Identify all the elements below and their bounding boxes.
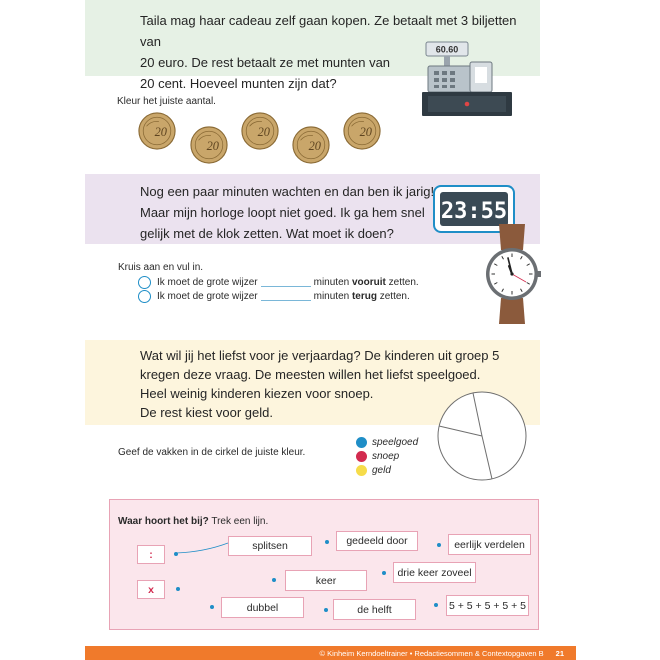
legend-item: speelgoed [356, 437, 418, 448]
connect-dot[interactable] [325, 540, 329, 544]
connect-dot[interactable] [176, 587, 180, 591]
radio-button[interactable] [138, 290, 151, 303]
term-tile-keer[interactable]: keer [285, 570, 367, 591]
symbol-divide-tile[interactable]: : [137, 545, 165, 564]
term-tile-dubbel[interactable]: dubbel [221, 597, 304, 618]
option-back[interactable]: Ik moet de grote wijzer minuten terug zetten. [138, 290, 410, 303]
digital-clock-time: 23:55 [440, 199, 508, 224]
page-number: 21 [555, 648, 564, 658]
connect-dot[interactable] [434, 603, 438, 607]
coin-20-cent-icon[interactable] [138, 112, 176, 150]
register-display: 60.60 [435, 44, 459, 55]
question-line: Maar mijn horloge loopt niet goed. Ik ga hem snel [140, 205, 425, 220]
coin-20-cent-icon[interactable] [241, 112, 279, 150]
instruction-color-circle: Geef de vakken in de cirkel de juiste kleur. [118, 447, 306, 458]
instruction-color-coins: Kleur het juiste aantal. [117, 96, 216, 107]
svg-text:20: 20 [257, 124, 270, 139]
legend-swatch [356, 451, 367, 462]
legend-item: snoep [356, 451, 399, 462]
wristwatch-icon [482, 224, 542, 324]
question-watch [140, 181, 440, 244]
connect-dot[interactable] [272, 578, 276, 582]
term-tile-splitsen[interactable]: splitsen [228, 536, 312, 556]
question-line: 20 euro. De rest betaalt ze met munten van [140, 55, 391, 70]
symbol-multiply-tile[interactable]: x [137, 580, 165, 599]
coin-20-cent-icon[interactable] [292, 126, 330, 164]
question-line: Wat wil jij het liefst voor je verjaardag? De kinderen uit groep 5 [140, 348, 500, 363]
connect-dot[interactable] [210, 605, 214, 609]
term-tile-sum-five[interactable]: 5 + 5 + 5 + 5 + 5 [446, 595, 529, 616]
answer-blank[interactable] [261, 292, 311, 301]
question-line: 20 cent. Hoeveel munten zijn dat? [140, 76, 337, 91]
coin-20-cent-icon[interactable] [190, 126, 228, 164]
term-tile-gedeeld-door[interactable]: gedeeld door [336, 531, 418, 551]
question-line: Nog een paar minuten wachten en dan ben ik jarig! [140, 184, 435, 199]
svg-text:20: 20 [154, 124, 167, 139]
instruction-draw-line: Waar hoort het bij? Trek een lijn. [118, 516, 269, 527]
legend-item: geld [356, 465, 391, 476]
svg-text:20: 20 [308, 138, 321, 153]
question-line: De rest kiest voor geld. [140, 405, 273, 420]
radio-button[interactable] [138, 276, 151, 289]
svg-text:20: 20 [359, 124, 372, 139]
example-connecting-line [174, 540, 230, 556]
page-footer [85, 646, 576, 660]
cash-register-icon [420, 40, 515, 118]
pie-chart-circle[interactable] [436, 390, 528, 482]
term-tile-de-helft[interactable]: de helft [333, 599, 416, 620]
connect-dot[interactable] [437, 543, 441, 547]
question-line: kregen deze vraag. De meesten willen het liefst speelgoed. [140, 367, 481, 382]
connect-dot[interactable] [382, 571, 386, 575]
term-tile-drie-keer-zoveel[interactable]: drie keer zoveel [393, 562, 476, 583]
question-line: gelijk met de klok zetten. Wat moet ik doen? [140, 226, 394, 241]
question-line: Heel weinig kinderen kiezen voor snoep. [140, 386, 374, 401]
instruction-check-fill: Kruis aan en vul in. [118, 262, 204, 273]
connect-dot[interactable] [324, 608, 328, 612]
answer-blank[interactable] [261, 278, 311, 287]
question-line: Taila mag haar cadeau zelf gaan kopen. Ze betaalt met 3 biljetten van [140, 13, 517, 49]
legend-swatch [356, 437, 367, 448]
coin-20-cent-icon[interactable] [343, 112, 381, 150]
footer-text: © Kinheim Kerndoeltrainer • Redactiesommen & Contextopgaven B [319, 648, 544, 658]
option-forward[interactable]: Ik moet de grote wijzer minuten vooruit zetten. [138, 276, 419, 289]
svg-text:20: 20 [206, 138, 219, 153]
legend-swatch [356, 465, 367, 476]
term-tile-eerlijk-verdelen[interactable]: eerlijk verdelen [448, 534, 531, 555]
